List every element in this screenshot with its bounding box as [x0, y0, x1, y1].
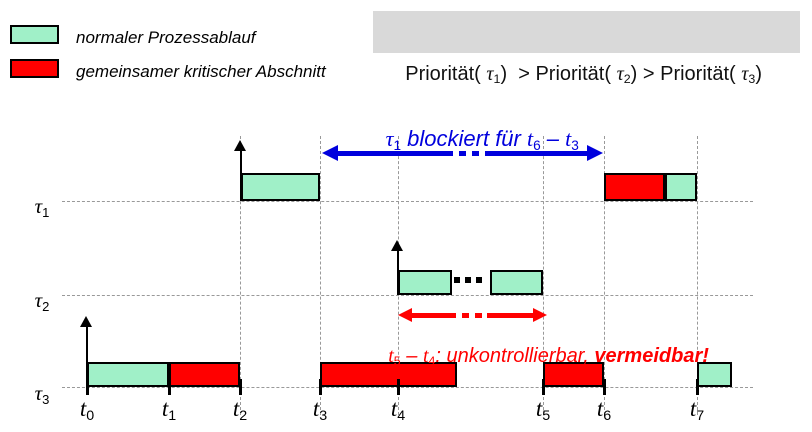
annotation-text: –	[540, 126, 566, 151]
priority-text: ) > Priorität(	[630, 63, 742, 85]
annotation-text: blockiert für	[401, 126, 527, 151]
annotation-text: –	[400, 345, 423, 367]
tau-subscript: 1	[393, 137, 402, 153]
tick-label-t5	[523, 396, 563, 422]
bar-normal	[87, 362, 169, 387]
bar-critical	[169, 362, 240, 387]
tick-label-t6	[584, 396, 624, 422]
t-subscript: 4	[428, 354, 436, 369]
bar-normal	[665, 173, 697, 201]
t-symbol: t	[422, 345, 429, 367]
release-arrow-line	[240, 149, 242, 201]
priority-text: ) > Priorität(	[500, 63, 617, 85]
priority-text: )	[755, 63, 762, 85]
uncontrollable-range-segment	[411, 313, 449, 318]
tick-label-t0	[67, 396, 107, 422]
t-symbol: t	[161, 396, 169, 421]
t-subscript: 3	[319, 407, 328, 424]
uncontrollable-range-dots	[449, 313, 487, 318]
t-subscript: 7	[696, 407, 705, 424]
bar-normal	[490, 270, 543, 295]
tick-label-t1	[149, 396, 189, 422]
tau-subscript: 3	[42, 391, 50, 407]
tau-symbol: τ	[34, 381, 43, 405]
t-symbol: t	[565, 126, 572, 151]
tau-symbol: τ	[741, 63, 749, 85]
task-baseline-2	[62, 295, 753, 296]
bar-critical	[604, 173, 665, 201]
uncontrollable-range-segment	[487, 313, 534, 318]
t-symbol: t	[388, 345, 394, 367]
t-symbol: t	[312, 396, 320, 421]
tau-symbol: τ	[486, 63, 494, 85]
tick-label-t7	[677, 396, 717, 422]
tau-symbol: τ	[385, 126, 394, 151]
legend-label-normal: normaler Prozessablauf	[76, 28, 256, 47]
tick-mark-t3	[319, 379, 322, 395]
t-symbol: t	[232, 396, 240, 421]
priority-text: Priorität(	[405, 63, 487, 85]
annotation-text: : unkontrollierbar,	[435, 345, 595, 367]
execution-gap-dots	[454, 277, 486, 283]
t-symbol: t	[79, 396, 87, 421]
tau-symbol: τ	[34, 288, 43, 312]
tick-label-t4	[378, 396, 418, 422]
uncontrollable-range-right-head	[533, 308, 547, 322]
t-subscript: 6	[603, 407, 612, 424]
task-label-tau3	[24, 381, 60, 406]
t-subscript: 6	[533, 137, 541, 153]
task-baseline-1	[62, 201, 753, 202]
t-subscript: 3	[571, 137, 579, 153]
legend-swatch-normal	[10, 25, 59, 44]
t-symbol: t	[390, 396, 398, 421]
tau-subscript: 2	[42, 298, 50, 314]
bar-normal	[398, 270, 452, 295]
t-subscript: 5	[542, 407, 551, 424]
tau-symbol: τ	[34, 194, 43, 218]
priority-box	[373, 11, 800, 87]
release-arrow-head	[80, 316, 92, 327]
tau-subscript: 3	[748, 72, 756, 87]
t-subscript: 0	[86, 407, 95, 424]
tau-symbol: τ	[616, 63, 624, 85]
t-subscript: 2	[239, 407, 248, 424]
t-subscript: 1	[168, 407, 177, 424]
release-arrow-head	[391, 240, 403, 251]
tick-mark-t2	[239, 379, 242, 395]
annotation-bold-text: vermeidbar!	[594, 345, 709, 367]
bar-normal	[241, 173, 320, 201]
t-symbol: t	[526, 126, 534, 151]
tau-subscript: 1	[493, 72, 501, 87]
release-arrow-head	[234, 140, 246, 151]
t-subscript: 5	[393, 354, 401, 369]
tau-subscript: 2	[623, 72, 631, 87]
release-arrow-line	[86, 325, 88, 387]
uncontrollable-annotation	[366, 322, 709, 391]
task-label-tau2	[24, 288, 60, 313]
tick-label-t2	[220, 396, 260, 422]
uncontrollable-range-left-head	[398, 308, 412, 322]
t-symbol: t	[689, 396, 697, 421]
task-label-tau1	[24, 194, 60, 219]
tick-mark-t1	[168, 379, 171, 395]
legend-swatch-critical	[10, 59, 59, 78]
t-symbol: t	[535, 396, 543, 421]
blocked-annotation	[327, 100, 613, 178]
t-subscript: 4	[397, 407, 406, 424]
t-symbol: t	[596, 396, 604, 421]
legend-label-critical: gemeinsamer kritischer Abschnitt	[76, 62, 326, 81]
release-arrow-line	[397, 249, 399, 295]
tick-label-t3	[300, 396, 340, 422]
tau-subscript: 1	[42, 204, 50, 220]
